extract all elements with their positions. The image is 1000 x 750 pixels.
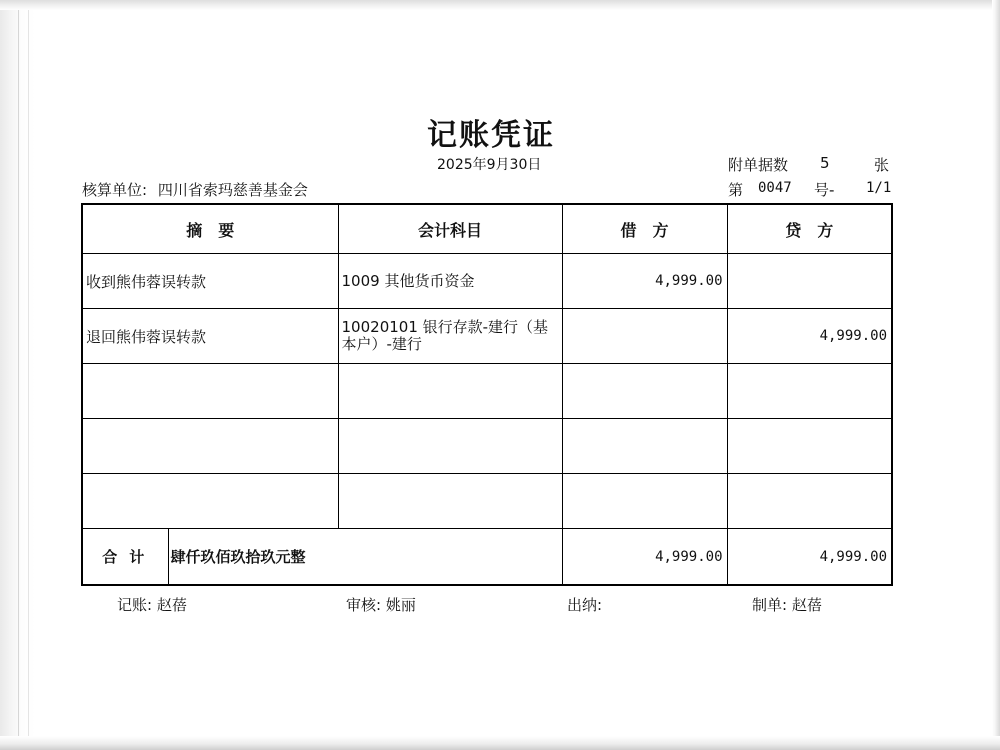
table-row	[82, 364, 892, 419]
row-account: 10020101 银行存款-建行（基本户）-建行	[338, 309, 562, 364]
row-debit	[562, 364, 727, 419]
row-account	[338, 474, 562, 529]
voucher-table	[81, 203, 893, 586]
footer-cashier: 出纳:	[567, 596, 603, 614]
row-credit: 4,999.00	[727, 309, 892, 364]
row-credit	[727, 474, 892, 529]
total-debit: 4,999.00	[562, 529, 727, 586]
row-credit	[727, 364, 892, 419]
attachment-number: 5	[820, 154, 830, 172]
header-credit: 贷 方	[727, 204, 892, 254]
row-credit	[727, 419, 892, 474]
accounting-unit-name: 四川省索玛慈善基金会	[157, 181, 308, 199]
attachment-label: 附单据数	[728, 156, 789, 174]
header-row	[82, 204, 892, 254]
row-debit	[562, 474, 727, 529]
total-amount-words: 肆仟玖佰玖拾玖元整	[168, 529, 562, 586]
row-summary	[82, 474, 338, 529]
row-credit	[727, 254, 892, 309]
row-account: 1009 其他货币资金	[338, 254, 562, 309]
footer-reviewer: 审核: 姚丽	[346, 596, 416, 614]
table-row	[82, 419, 892, 474]
voucher-date: 2025年9月30日	[437, 157, 542, 173]
table-row	[82, 309, 892, 364]
scan-edge-right	[992, 0, 1000, 750]
footer-preparer: 制单: 赵蓓	[752, 596, 822, 614]
footer-bookkeeper: 记账: 赵蓓	[117, 596, 187, 614]
table-row	[82, 474, 892, 529]
total-row	[82, 529, 892, 586]
voucher-number-prefix: 第	[728, 181, 744, 199]
row-summary	[82, 364, 338, 419]
total-label: 合计	[82, 529, 168, 586]
row-summary	[82, 419, 338, 474]
header-summary: 摘 要	[82, 204, 338, 254]
voucher-title: 记账凭证	[427, 118, 555, 153]
voucher-page-number: 1/1	[866, 180, 892, 196]
table-row	[82, 254, 892, 309]
scan-edge-top	[0, 0, 1000, 10]
row-account	[338, 419, 562, 474]
row-debit	[562, 309, 727, 364]
voucher-number-suffix: 号-	[814, 181, 835, 199]
row-summary: 收到熊伟蓉误转款	[82, 254, 338, 309]
header-account: 会计科目	[338, 204, 562, 254]
accounting-unit-label: 核算单位:	[82, 181, 148, 199]
accounting-unit	[82, 179, 308, 200]
row-debit	[562, 419, 727, 474]
scan-edge-bottom	[0, 736, 1000, 750]
attachment-unit: 张	[874, 156, 890, 174]
header-debit: 借 方	[562, 204, 727, 254]
voucher-number	[728, 179, 890, 199]
row-debit: 4,999.00	[562, 254, 727, 309]
row-account	[338, 364, 562, 419]
total-credit: 4,999.00	[727, 529, 892, 586]
voucher-number-value: 0047	[758, 180, 792, 196]
row-summary: 退回熊伟蓉误转款	[82, 309, 338, 364]
